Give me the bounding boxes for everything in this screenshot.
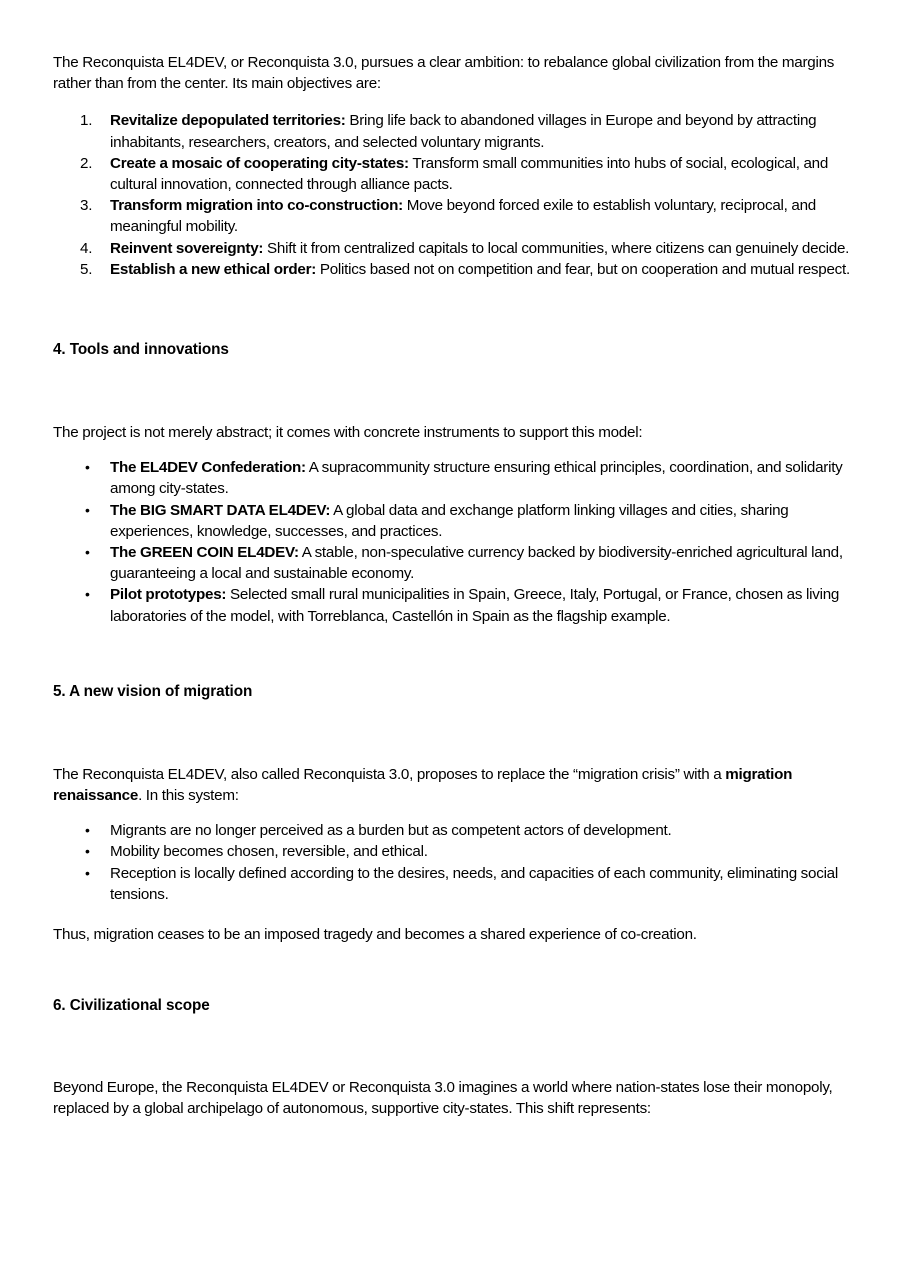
list-item-text: Mobility becomes chosen, reversible, and ethical.: [110, 843, 428, 861]
section-heading-migration: 5. A new vision of migration: [53, 682, 253, 700]
list-item-text: Move beyond forced exile to establish voluntary, reciprocal, and meaningful mobility.: [110, 197, 816, 236]
list-item-lead: The GREEN COIN EL4DEV:: [110, 544, 299, 562]
spacer: [53, 806, 850, 820]
list-item-lead: Transform migration into co-construction:: [110, 197, 403, 215]
list-item-lead: The BIG SMART DATA EL4DEV:: [110, 501, 331, 519]
tools-list: [53, 457, 850, 627]
bullet-icon: •: [85, 501, 90, 518]
document-content: [53, 52, 850, 1120]
civilizational-scope-paragraph: Beyond Europe, the Reconquista EL4DEV or Reconquista 3.0 imagines a world where nation-states lose their monopoly, replaced by a global archipelago of autonomous, supportive city-states. This shift represents:: [53, 1079, 833, 1118]
list-item-text: Transform small communities into hubs of social, ecological, and cultural innovation, connected through alliance pacts.: [110, 154, 829, 194]
bullet-icon: •: [85, 459, 90, 476]
intro-paragraph: The Reconquista EL4DEV, or Reconquista 3.0, pursues a clear ambition: to rebalance global civilization from the margins rather than from the center. Its main objectives are:: [53, 54, 835, 93]
migration-paragraph: [53, 764, 850, 806]
spacer: [53, 627, 850, 682]
tools-intro-paragraph: The project is not merely abstract; it comes with concrete instruments to support this model:: [53, 424, 643, 442]
list-item-text: Politics based not on competition and fear, but on cooperation and mutual respect.: [316, 260, 850, 278]
list-marker: 4.: [80, 239, 93, 257]
spacer: [53, 443, 850, 457]
list-item-lead: Establish a new ethical order:: [110, 260, 317, 278]
list-item-text: Shift it from centralized capitals to local communities, where citizens can genuinely decide.: [263, 239, 850, 257]
list-marker: 3.: [80, 197, 93, 215]
list-item: [53, 584, 850, 626]
list-item: [53, 841, 850, 862]
list-item: [53, 457, 850, 499]
list-item: [53, 110, 850, 152]
list-item: [53, 195, 850, 237]
bullet-icon: •: [85, 586, 90, 603]
spacer: [53, 1016, 850, 1077]
list-item-text: Migrants are no longer perceived as a burden but as competent actors of development.: [110, 822, 672, 840]
list-item-text: A global data and exchange platform linking villages and cities, sharing experiences, knowledge, successes, and practices.: [110, 501, 789, 540]
list-item-lead: Revitalize depopulated territories:: [110, 112, 346, 130]
list-marker: 5.: [80, 260, 93, 278]
objectives-list: [53, 110, 850, 280]
list-item-text: A stable, non-speculative currency backed by biodiversity-enriched agricultural land, guaranteeing a local and sustainable economy.: [110, 544, 843, 583]
migration-paragraph-part1: The Reconquista EL4DEV, also called Reconquista 3.0, proposes to replace the “migration crisis” with a: [53, 765, 726, 783]
list-item-lead: Pilot prototypes:: [110, 586, 227, 604]
list-item: [53, 820, 850, 841]
bullet-icon: •: [85, 544, 90, 561]
list-item-text: Reception is locally defined according to the desires, needs, and capacities of each community, eliminating social tensions.: [110, 864, 839, 903]
migration-closing-paragraph: Thus, migration ceases to be an imposed tragedy and becomes a shared experience of co-creation.: [53, 926, 697, 944]
list-item: [53, 863, 850, 905]
list-marker: 1.: [80, 112, 93, 130]
list-item-lead: Reinvent sovereignty:: [110, 239, 264, 257]
list-item-text: A supracommunity structure ensuring ethical principles, coordination, and solidarity among city-states.: [110, 459, 843, 498]
list-item-text: Bring life back to abandoned villages in Europe and beyond by attracting inhabitants, researchers, creators, and selected voluntary migrants.: [110, 112, 817, 151]
list-item-text: Selected small rural municipalities in Spain, Greece, Italy, Portugal, or France, chosen as living laboratories of the model, with Torreblanca, Castellón in Spain as the flagship example.: [110, 586, 840, 625]
migration-paragraph-part2: . In this system:: [138, 787, 239, 805]
list-item-lead: Create a mosaic of cooperating city-states:: [110, 154, 409, 172]
spacer: [53, 360, 850, 422]
spacer: [53, 94, 850, 110]
spacer: [53, 280, 850, 340]
migration-points-list: [53, 820, 850, 905]
list-marker: 2.: [80, 154, 93, 172]
list-item: [53, 500, 850, 542]
bullet-icon: •: [85, 864, 90, 881]
spacer: [53, 945, 850, 996]
bullet-icon: •: [85, 822, 90, 839]
list-item: [53, 238, 850, 259]
list-item-lead: The EL4DEV Confederation:: [110, 459, 306, 477]
section-heading-tools: 4. Tools and innovations: [53, 341, 229, 359]
list-item: [53, 542, 850, 584]
bullet-icon: •: [85, 843, 90, 860]
spacer: [53, 905, 850, 924]
list-item: [53, 259, 850, 280]
section-heading-civilizational-scope: 6. Civilizational scope: [53, 997, 210, 1015]
spacer: [53, 702, 850, 764]
list-item: [53, 153, 850, 195]
migration-paragraph-emphasis: migration renaissance: [53, 765, 793, 805]
